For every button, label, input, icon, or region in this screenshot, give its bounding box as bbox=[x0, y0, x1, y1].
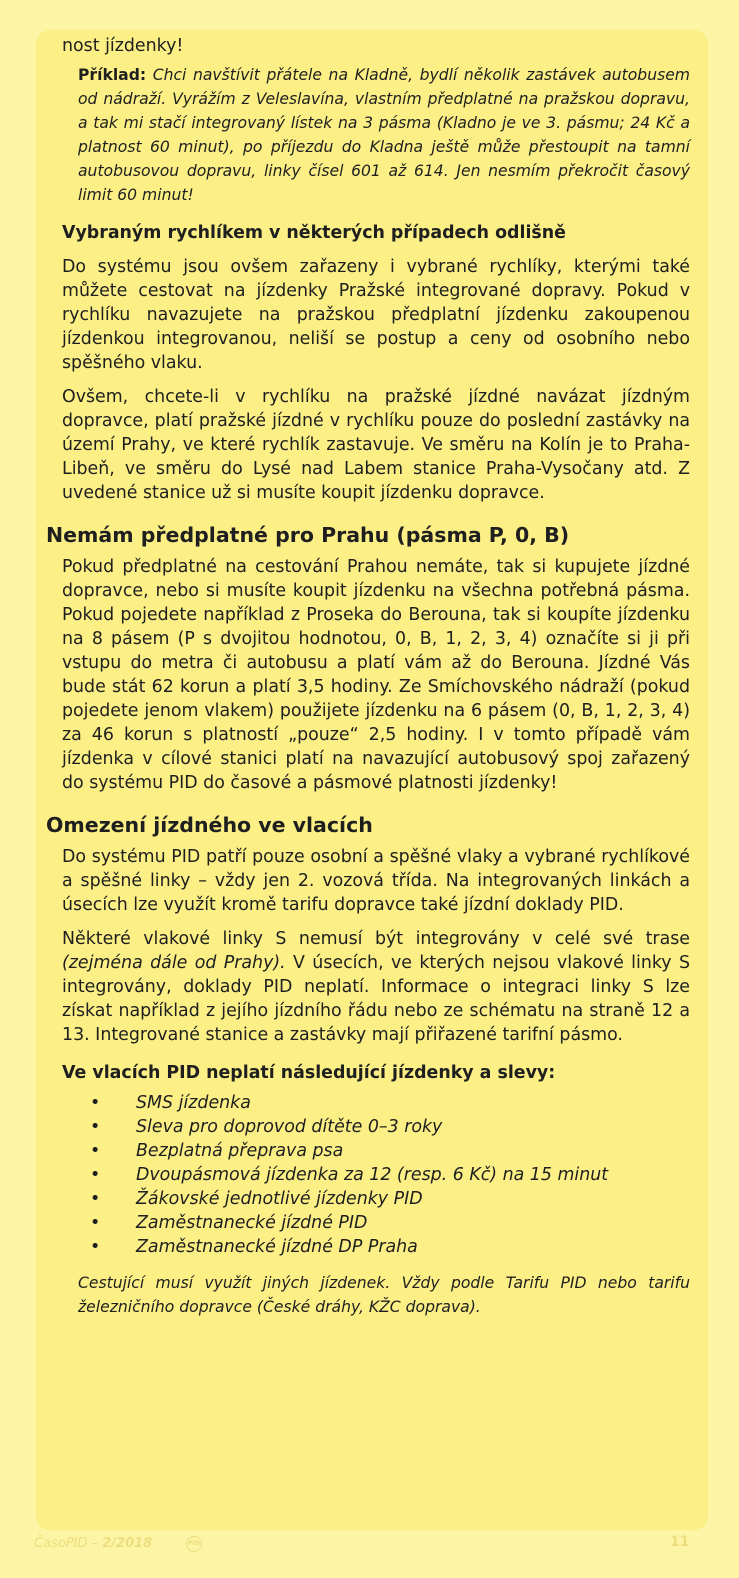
closing-note: Cestující musí využít jiných jízdenek. Vždy podle Tarifu PID nebo tarifu železničního dopravce (České dráhy, KŽC doprava). bbox=[78, 1274, 690, 1316]
list-item bbox=[62, 1211, 690, 1235]
paragraph-limits-1: Do systému PID patří pouze osobní a spěšné vlaky a vybrané rychlíkové a spěšné linky – vždy jen 2. vozová třída. Na integrovaných linkách a úsecích lze využít kromě tarifu dopravce také jízdní doklady PID. bbox=[62, 847, 690, 915]
example-box bbox=[78, 63, 690, 207]
paragraph-limits-2-start: Některé vlakové linky S nemusí být integrovány v celé své trase bbox=[62, 929, 690, 949]
invalid-tickets-list bbox=[62, 1091, 690, 1259]
paragraph-limits-2-italic: (zejména dále od Prahy). bbox=[62, 953, 286, 973]
list-item bbox=[62, 1235, 690, 1259]
bullet-icon: • bbox=[90, 1165, 101, 1185]
paragraph-limits-2-end: V úsecích, ve kterých nejsou vlakové linky S integrovány, doklady PID neplatí. Informace o integraci linky S lze získat například z jejího jízdního řádu nebo ze schématu na straně 12 a 13. Integrované stanice a zastávky mají přiřazené tarifní pásmo. bbox=[62, 953, 690, 1045]
example-text: Chci navštívit přátele na Kladně, bydlí několik zastávek autobusem od nádraží. Vyrážím z Veleslavína, vlastním předplatné na pražskou dopravu, a tak mi stačí integrovaný lístek na 3 pásma (Kladno je ve 3. pásmu; 24 Kč a platnost 60 minut), po příjezdu do Kladna ještě může přestoupit na tamní autobusovou dopravu, linky čísel 601 až 614. Jen nesmím překročit časový limit 60 minut! bbox=[78, 66, 690, 204]
lead-text: nost jízdenky! bbox=[62, 36, 184, 56]
magazine-name: ČasoPID – bbox=[34, 1536, 99, 1551]
list-item bbox=[62, 1115, 690, 1139]
list-item-label: Zaměstnanecké jízdné PID bbox=[136, 1213, 368, 1233]
list-item-label: Sleva pro doprovod dítěte 0–3 roky bbox=[136, 1117, 443, 1137]
bullet-icon: • bbox=[90, 1237, 101, 1257]
heading-no-pass: Nemám předplatné pro Prahu (pásma P, 0, B) bbox=[46, 523, 570, 547]
list-item bbox=[62, 1163, 690, 1187]
bullet-icon: • bbox=[90, 1093, 101, 1113]
list-item bbox=[62, 1091, 690, 1115]
heading-train-limits: Omezení jízdného ve vlacích bbox=[46, 813, 373, 837]
paragraph-express-2: Ovšem, chcete-li v rychlíku na pražské jízdné navázat jízdným dopravce, platí pražské jízdné v rychlíku pouze do poslední zastávky na území Prahy, ve které rychlík zastavuje. Ve směru na Kolín je to Praha-Libeň, ve směru do Lysé nad Labem stanice Praha-Vysočany atd. Z uvedené stanice už si musíte koupit jízdenku dopravce. bbox=[62, 387, 690, 503]
page-number: 11 bbox=[670, 1534, 690, 1550]
list-item-label: Žákovské jednotlivé jízdenky PID bbox=[136, 1189, 423, 1209]
bullet-icon: • bbox=[90, 1213, 101, 1233]
footer-magazine bbox=[34, 1536, 152, 1551]
paragraph-no-pass: Pokud předplatné na cestování Prahou nemáte, tak si kupujete jízdné dopravce, nebo si musíte koupit jízdenku na všechna potřebná pásma. Pokud pojedete například z Proseka do Berouna, tak si koupíte jízdenku na 8 pásem (P s dvojitou hodnotou, 0, B, 1, 2, 3, 4) označíte si ji při vstupu do metra či autobusu a platí vám až do Berouna. Jízdné Vás bude stát 62 korun a platí 3,5 hodiny. Ze Smíchovského nádraží (pokud pojedete jenom vlakem) použijete jízdenku na 6 pásem (0, B, 1, 2, 3, 4) za 46 korun s platností „pouze“ 2,5 hodiny. I v tomto případě vám jízdenka v cílové stanici platí na navazující autobusový spoj zařazený do systému PID do časové a pásmové platnosti jízdenky! bbox=[62, 557, 690, 793]
list-item bbox=[62, 1139, 690, 1163]
heading-express-trains: Vybraným rychlíkem v některých případech odlišně bbox=[62, 223, 566, 243]
issue-number: 2/2018 bbox=[102, 1536, 153, 1551]
list-item-label: Bezplatná přeprava psa bbox=[136, 1141, 344, 1161]
example-label: Příklad: bbox=[78, 66, 147, 84]
bullet-icon: • bbox=[90, 1189, 101, 1209]
list-item-label: Zaměstnanecké jízdné DP Praha bbox=[136, 1237, 418, 1257]
heading-invalid-tickets: Ve vlacích PID neplatí následující jízdenky a slevy: bbox=[62, 1063, 556, 1083]
bullet-icon: • bbox=[90, 1141, 101, 1161]
pid-logo-icon: PID bbox=[186, 1536, 202, 1552]
list-item bbox=[62, 1187, 690, 1211]
paragraph-express-1: Do systému jsou ovšem zařazeny i vybrané rychlíky, kterými také můžete cestovat na jízdenky Pražské integrované dopravy. Pokud v rychlíku navazujete na pražskou předplatní jízdenku zakoupenou jízdenkou integrovanou, neliší se postup a ceny od osobního nebo spěšného vlaku. bbox=[62, 257, 690, 373]
paragraph-limits-2 bbox=[62, 927, 690, 1047]
bullet-icon: • bbox=[90, 1117, 101, 1137]
list-item-label: SMS jízdenka bbox=[136, 1093, 251, 1113]
article-body bbox=[46, 34, 690, 1319]
list-item-label: Dvoupásmová jízdenka za 12 (resp. 6 Kč) na 15 minut bbox=[136, 1165, 609, 1185]
